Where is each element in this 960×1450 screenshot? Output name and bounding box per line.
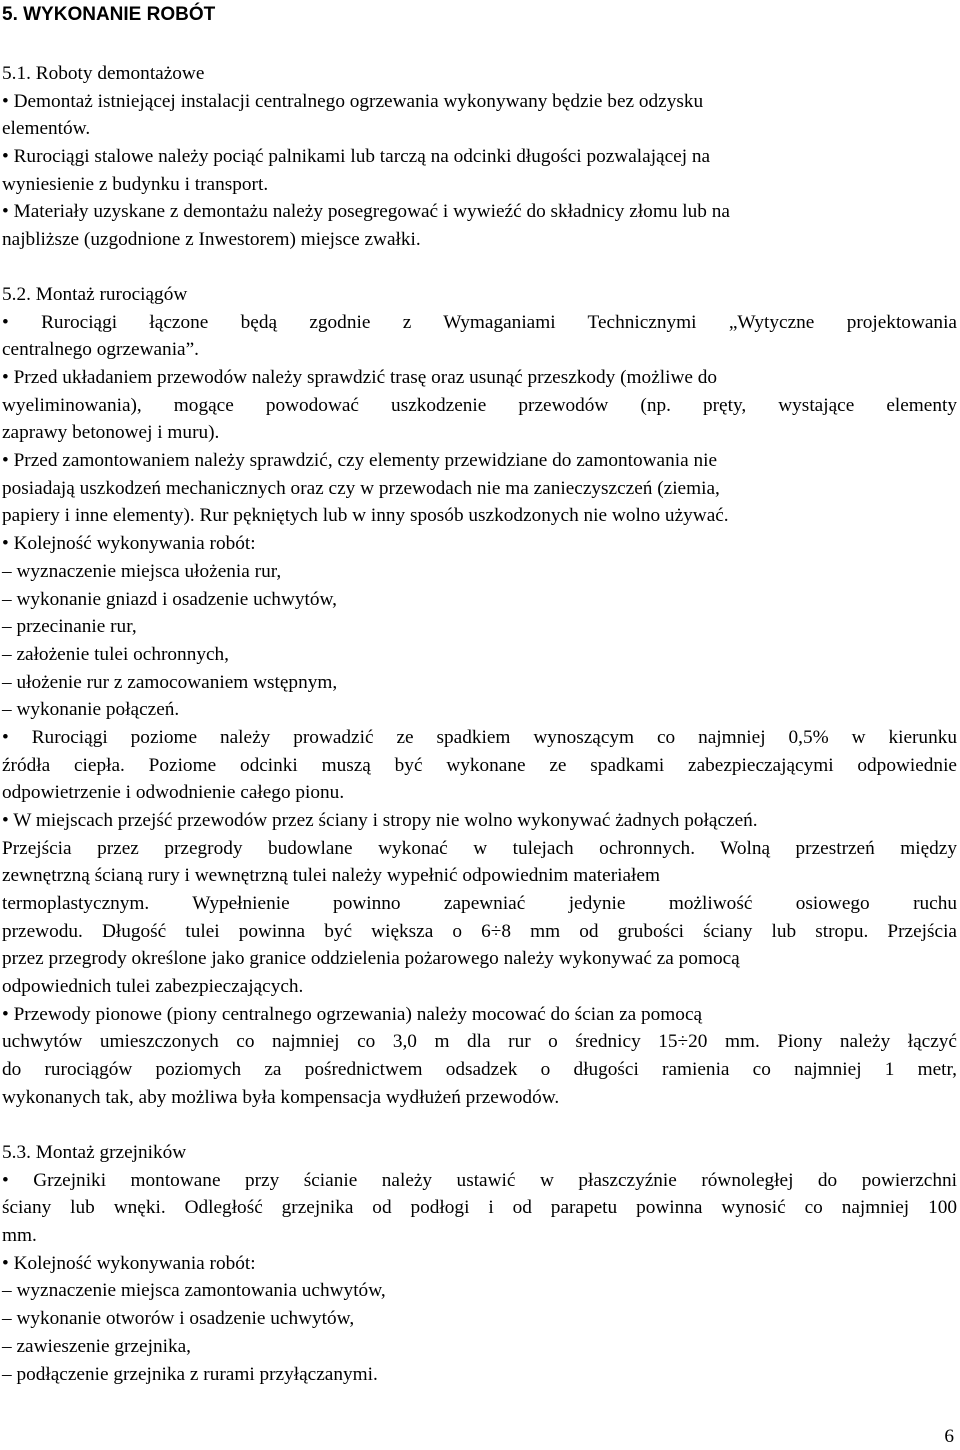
text-line: • Rurociągi poziome należy prowadzić ze spadkiem wynoszącym co najmniej 0,5% w kierunku (2, 727, 957, 748)
text-line: • Rurociągi łączone będą zgodnie z Wymaganiami Technicznymi „Wytyczne projektowania (2, 312, 957, 333)
text-line: • Materiały uzyskane z demontażu należy posegregować i wywieźć do składnicy złomu lub na (2, 201, 730, 222)
text-line: odpowiednich tulei zabezpieczających. (2, 976, 304, 997)
text-line: • Przed zamontowaniem należy sprawdzić, czy elementy przewidziane do zamontowania nie (2, 450, 718, 471)
text-line: – zawieszenie grzejnika, (2, 1336, 191, 1357)
text-line: odpowietrzenie i odwodnienie całego pionu. (2, 782, 345, 803)
text-line: – przecinanie rur, (2, 616, 137, 637)
text-line: • Przed układaniem przewodów należy sprawdzić trasę oraz usunąć przeszkody (możliwe do (2, 367, 718, 388)
text-line: wyniesienie z budynku i transport. (2, 174, 269, 195)
text-line: – podłączenie grzejnika z rurami przyłączanymi. (2, 1364, 378, 1385)
text-line: wykonanych tak, aby możliwa była kompensacja wydłużeń przewodów. (2, 1087, 560, 1108)
text-line: – ułożenie rur z zamocowaniem wstępnym, (2, 672, 338, 693)
text-line: – założenie tulei ochronnych, (2, 644, 229, 665)
text-line: centralnego ogrzewania”. (2, 339, 199, 360)
text-line: • Grzejniki montowane przy ścianie należy ustawić w płaszczyźnie równoległej do powierzchni (2, 1170, 957, 1191)
text-line: • Kolejność wykonywania robót: (2, 1253, 256, 1274)
text-line: zewnętrzną ścianą rury i wewnętrzną tulei należy wypełnić odpowiednim materiałem (2, 865, 660, 886)
text-line: • Kolejność wykonywania robót: (2, 533, 256, 554)
text-line: 5.2. Montaż rurociągów (2, 284, 188, 305)
text-line: przewodu. Długość tulei powinna być większa o 6÷8 mm od grubości ściany lub stropu. Przejścia (2, 921, 957, 942)
text-line: najbliższe (uzgodnione z Inwestorem) miejsce zwałki. (2, 229, 421, 250)
text-line: termoplastycznym. Wypełnienie powinno zapewniać jedynie możliwość osiowego ruchu (2, 893, 957, 914)
text-line: • Rurociągi stalowe należy pociąć palnikami lub tarczą na odcinki długości pozwalającej na (2, 146, 711, 167)
section-title: 5. WYKONANIE ROBÓT (2, 4, 216, 25)
text-line: – wykonanie otworów i osadzenie uchwytów, (2, 1308, 355, 1329)
text-line: • Demontaż istniejącej instalacji centralnego ogrzewania wykonywany będzie bez odzysku (2, 91, 704, 112)
text-line: ściany lub wnęki. Odległość grzejnika od podłogi i od parapetu powinna wynosić co najmniej 100 (2, 1197, 957, 1218)
text-line: do rurociągów poziomych za pośrednictwem odsadzek o długości ramienia co najmniej 1 metr, (2, 1059, 957, 1080)
text-line: – wyznaczenie miejsca ułożenia rur, (2, 561, 282, 582)
text-line: – wyznaczenie miejsca zamontowania uchwytów, (2, 1280, 386, 1301)
text-line: papiery i inne elementy). Rur pękniętych lub w inny sposób uszkodzonych nie wolno używać. (2, 505, 729, 526)
text-line: Przejścia przez przegrody budowlane wykonać w tulejach ochronnych. Wolną przestrzeń między (2, 838, 957, 859)
text-line: posiadają uszkodzeń mechanicznych oraz czy w przewodach nie ma zanieczyszczeń (ziemia, (2, 478, 720, 499)
text-line: mm. (2, 1225, 37, 1246)
text-line: uchwytów umieszczonych co najmniej co 3,0 m dla rur o średnicy 15÷20 mm. Piony należy łączyć (2, 1031, 957, 1052)
text-line: – wykonanie połączeń. (2, 699, 180, 720)
text-line: elementów. (2, 118, 91, 139)
page-number: 6 (944, 1426, 954, 1447)
text-line: przez przegrody określone jako granice oddzielenia pożarowego należy wykonywać za pomocą (2, 948, 740, 969)
text-line: • W miejscach przejść przewodów przez ściany i stropy nie wolno wykonywać żadnych połączeń. (2, 810, 758, 831)
text-line: źródła ciepła. Poziome odcinki muszą być wykonane ze spadkami zabezpieczającymi odpowiednie (2, 755, 957, 776)
text-line: zaprawy betonowej i muru). (2, 422, 220, 443)
text-line: – wykonanie gniazd i osadzenie uchwytów, (2, 589, 338, 610)
text-line: 5.3. Montaż grzejników (2, 1142, 187, 1163)
text-line: wyeliminowania), mogące powodować uszkodzenie przewodów (np. pręty, wystające elementy (2, 395, 957, 416)
text-line: • Przewody pionowe (piony centralnego ogrzewania) należy mocować do ścian za pomocą (2, 1004, 703, 1025)
text-line: 5.1. Roboty demontażowe (2, 63, 205, 84)
